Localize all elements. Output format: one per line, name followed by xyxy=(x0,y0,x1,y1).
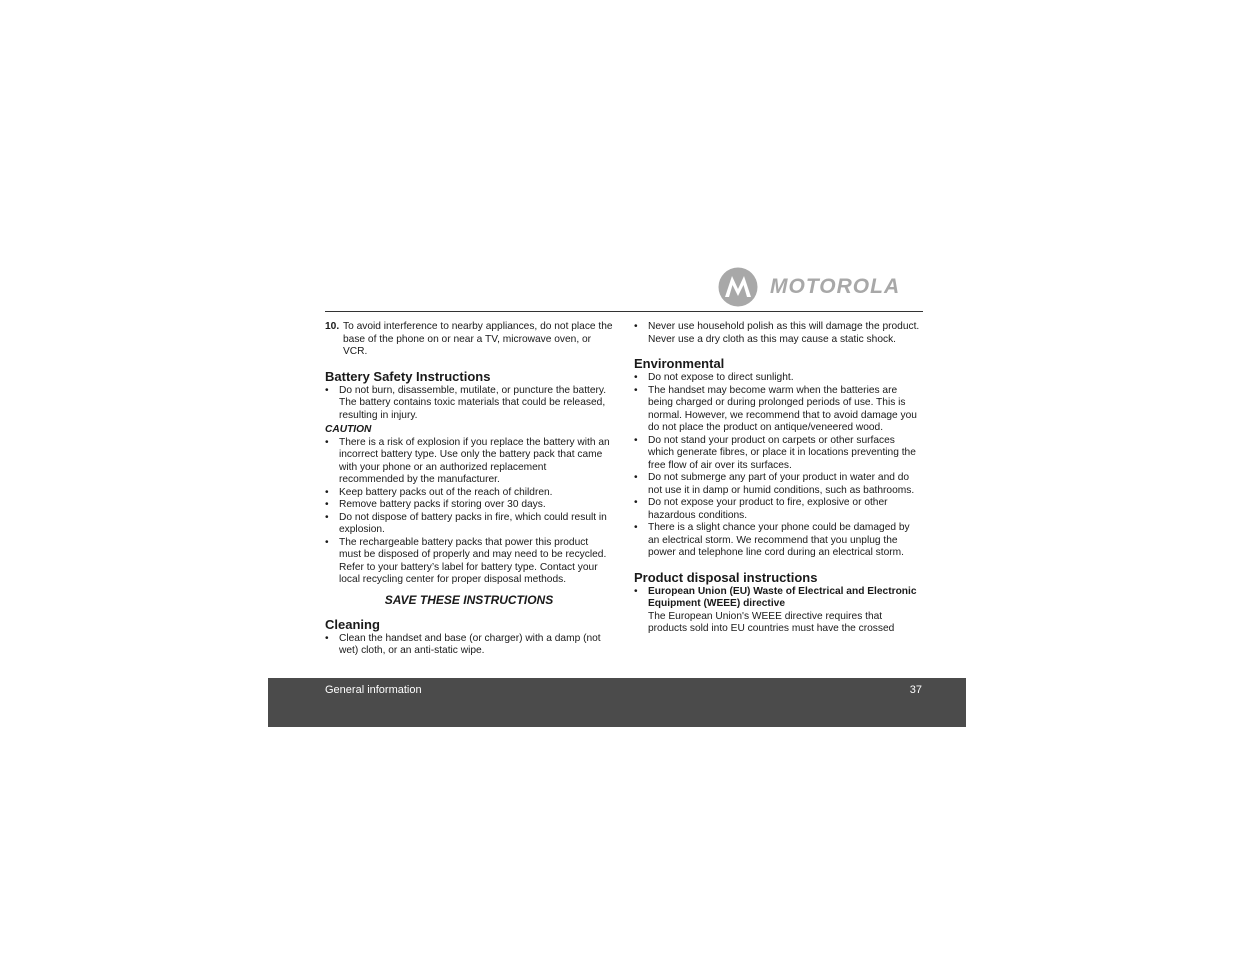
list-item: • Do not dispose of battery packs in fire, which could result in explosion. xyxy=(325,511,607,535)
bullet-icon: • xyxy=(325,499,329,510)
list-item: • There is a slight chance your phone could be damaged by an electrical storm. We recommend that you unplug the power and telephone line cord during an electrical storm. xyxy=(634,522,910,558)
brand-wordmark: MOTOROLA xyxy=(770,275,901,298)
footer-section-title: General information xyxy=(325,684,422,696)
list-item: • Keep battery packs out of the reach of children. xyxy=(325,486,553,498)
page-footer xyxy=(268,678,966,727)
bullet-icon: • xyxy=(634,585,638,597)
list-item: • The rechargeable battery packs that power this product must be disposed of properly and may need to be recycled. Refer to your battery’s label for battery type. Contact your local recycling center for proper disposal methods. xyxy=(325,536,607,585)
battery-caution-list xyxy=(325,437,613,587)
bullet-icon: • xyxy=(325,486,329,498)
bullet-icon: • xyxy=(325,632,329,644)
cleaning-continued-list xyxy=(634,321,922,346)
item-number: 10. xyxy=(325,321,340,332)
weee-text: The European Union's WEEE directive requires that products sold into EU countries must have the crossed xyxy=(648,610,895,634)
save-instructions-note: SAVE THESE INSTRUCTIONS xyxy=(384,592,554,607)
list-item: • Do not expose your product to fire, explosive or other hazardous conditions. xyxy=(634,497,888,521)
numbered-item-10 xyxy=(325,321,613,359)
list-item: • The handset may become warm when the batteries are being charged or during prolonged periods of use. This is normal. However, we recommend that to avoid damage you do not place the product on antique/veneered wood. xyxy=(634,384,917,433)
bullet-icon: • xyxy=(325,511,329,523)
bullet-icon: • xyxy=(634,372,638,383)
environmental-heading: Environmental xyxy=(634,356,725,371)
list-item: • Do not burn, disassemble, mutilate, or puncture the battery. The battery contains toxic materials that could be released, resulting in injury. xyxy=(325,384,607,421)
bullet-icon: • xyxy=(634,497,638,508)
left-column xyxy=(325,321,613,658)
list-item: • Do not stand your product on carpets or other surfaces which generate fibres, or place it in locations preventing the free flow of air over its surfaces. xyxy=(634,434,916,471)
bullet-icon: • xyxy=(634,472,638,483)
caution-label: CAUTION xyxy=(325,424,372,435)
header-rule xyxy=(325,311,923,312)
disposal-list xyxy=(634,586,922,636)
list-item: • Do not expose to direct sunlight. xyxy=(634,372,794,383)
weee-title: European Union (EU) Waste of Electrical and Electronic Equipment (WEEE) directive xyxy=(648,585,917,609)
battery-safety-heading: Battery Safety Instructions xyxy=(325,368,491,384)
item-text: To avoid interference to nearby appliances, do not place the base of the phone on or near a TV, microwave oven, or VCR. xyxy=(343,321,613,357)
bullet-icon: • xyxy=(325,536,329,548)
right-column xyxy=(634,321,922,636)
motorola-logo xyxy=(718,267,928,307)
cleaning-heading: Cleaning xyxy=(325,616,380,632)
battery-intro-list xyxy=(325,385,613,423)
bullet-icon: • xyxy=(325,436,329,448)
list-item xyxy=(634,586,922,636)
motorola-batwing-icon xyxy=(718,267,758,307)
environmental-list xyxy=(634,372,922,560)
cleaning-list xyxy=(325,633,613,658)
bullet-icon: • xyxy=(634,321,638,332)
page-number: 37 xyxy=(909,684,922,696)
list-item: • Never use household polish as this will damage the product. Never use a dry cloth as this may cause a static shock. xyxy=(634,321,920,345)
list-item: • Do not submerge any part of your product in water and do not use it in damp or humid conditions, such as bathrooms. xyxy=(634,472,915,496)
list-item: • Clean the handset and base (or charger) with a damp (not wet) cloth, or an anti-static wipe. xyxy=(325,632,601,656)
list-item: • There is a risk of explosion if you replace the battery with an incorrect battery type. Use only the battery pack that came with your phone or an authorized replacement recommended by the manufacturer. xyxy=(325,436,610,485)
bullet-icon: • xyxy=(634,522,638,533)
list-item: • Remove battery packs if storing over 30 days. xyxy=(325,499,546,510)
bullet-icon: • xyxy=(325,384,329,396)
disposal-heading: Product disposal instructions xyxy=(634,569,818,585)
bullet-icon: • xyxy=(634,384,638,396)
bullet-icon: • xyxy=(634,434,638,446)
